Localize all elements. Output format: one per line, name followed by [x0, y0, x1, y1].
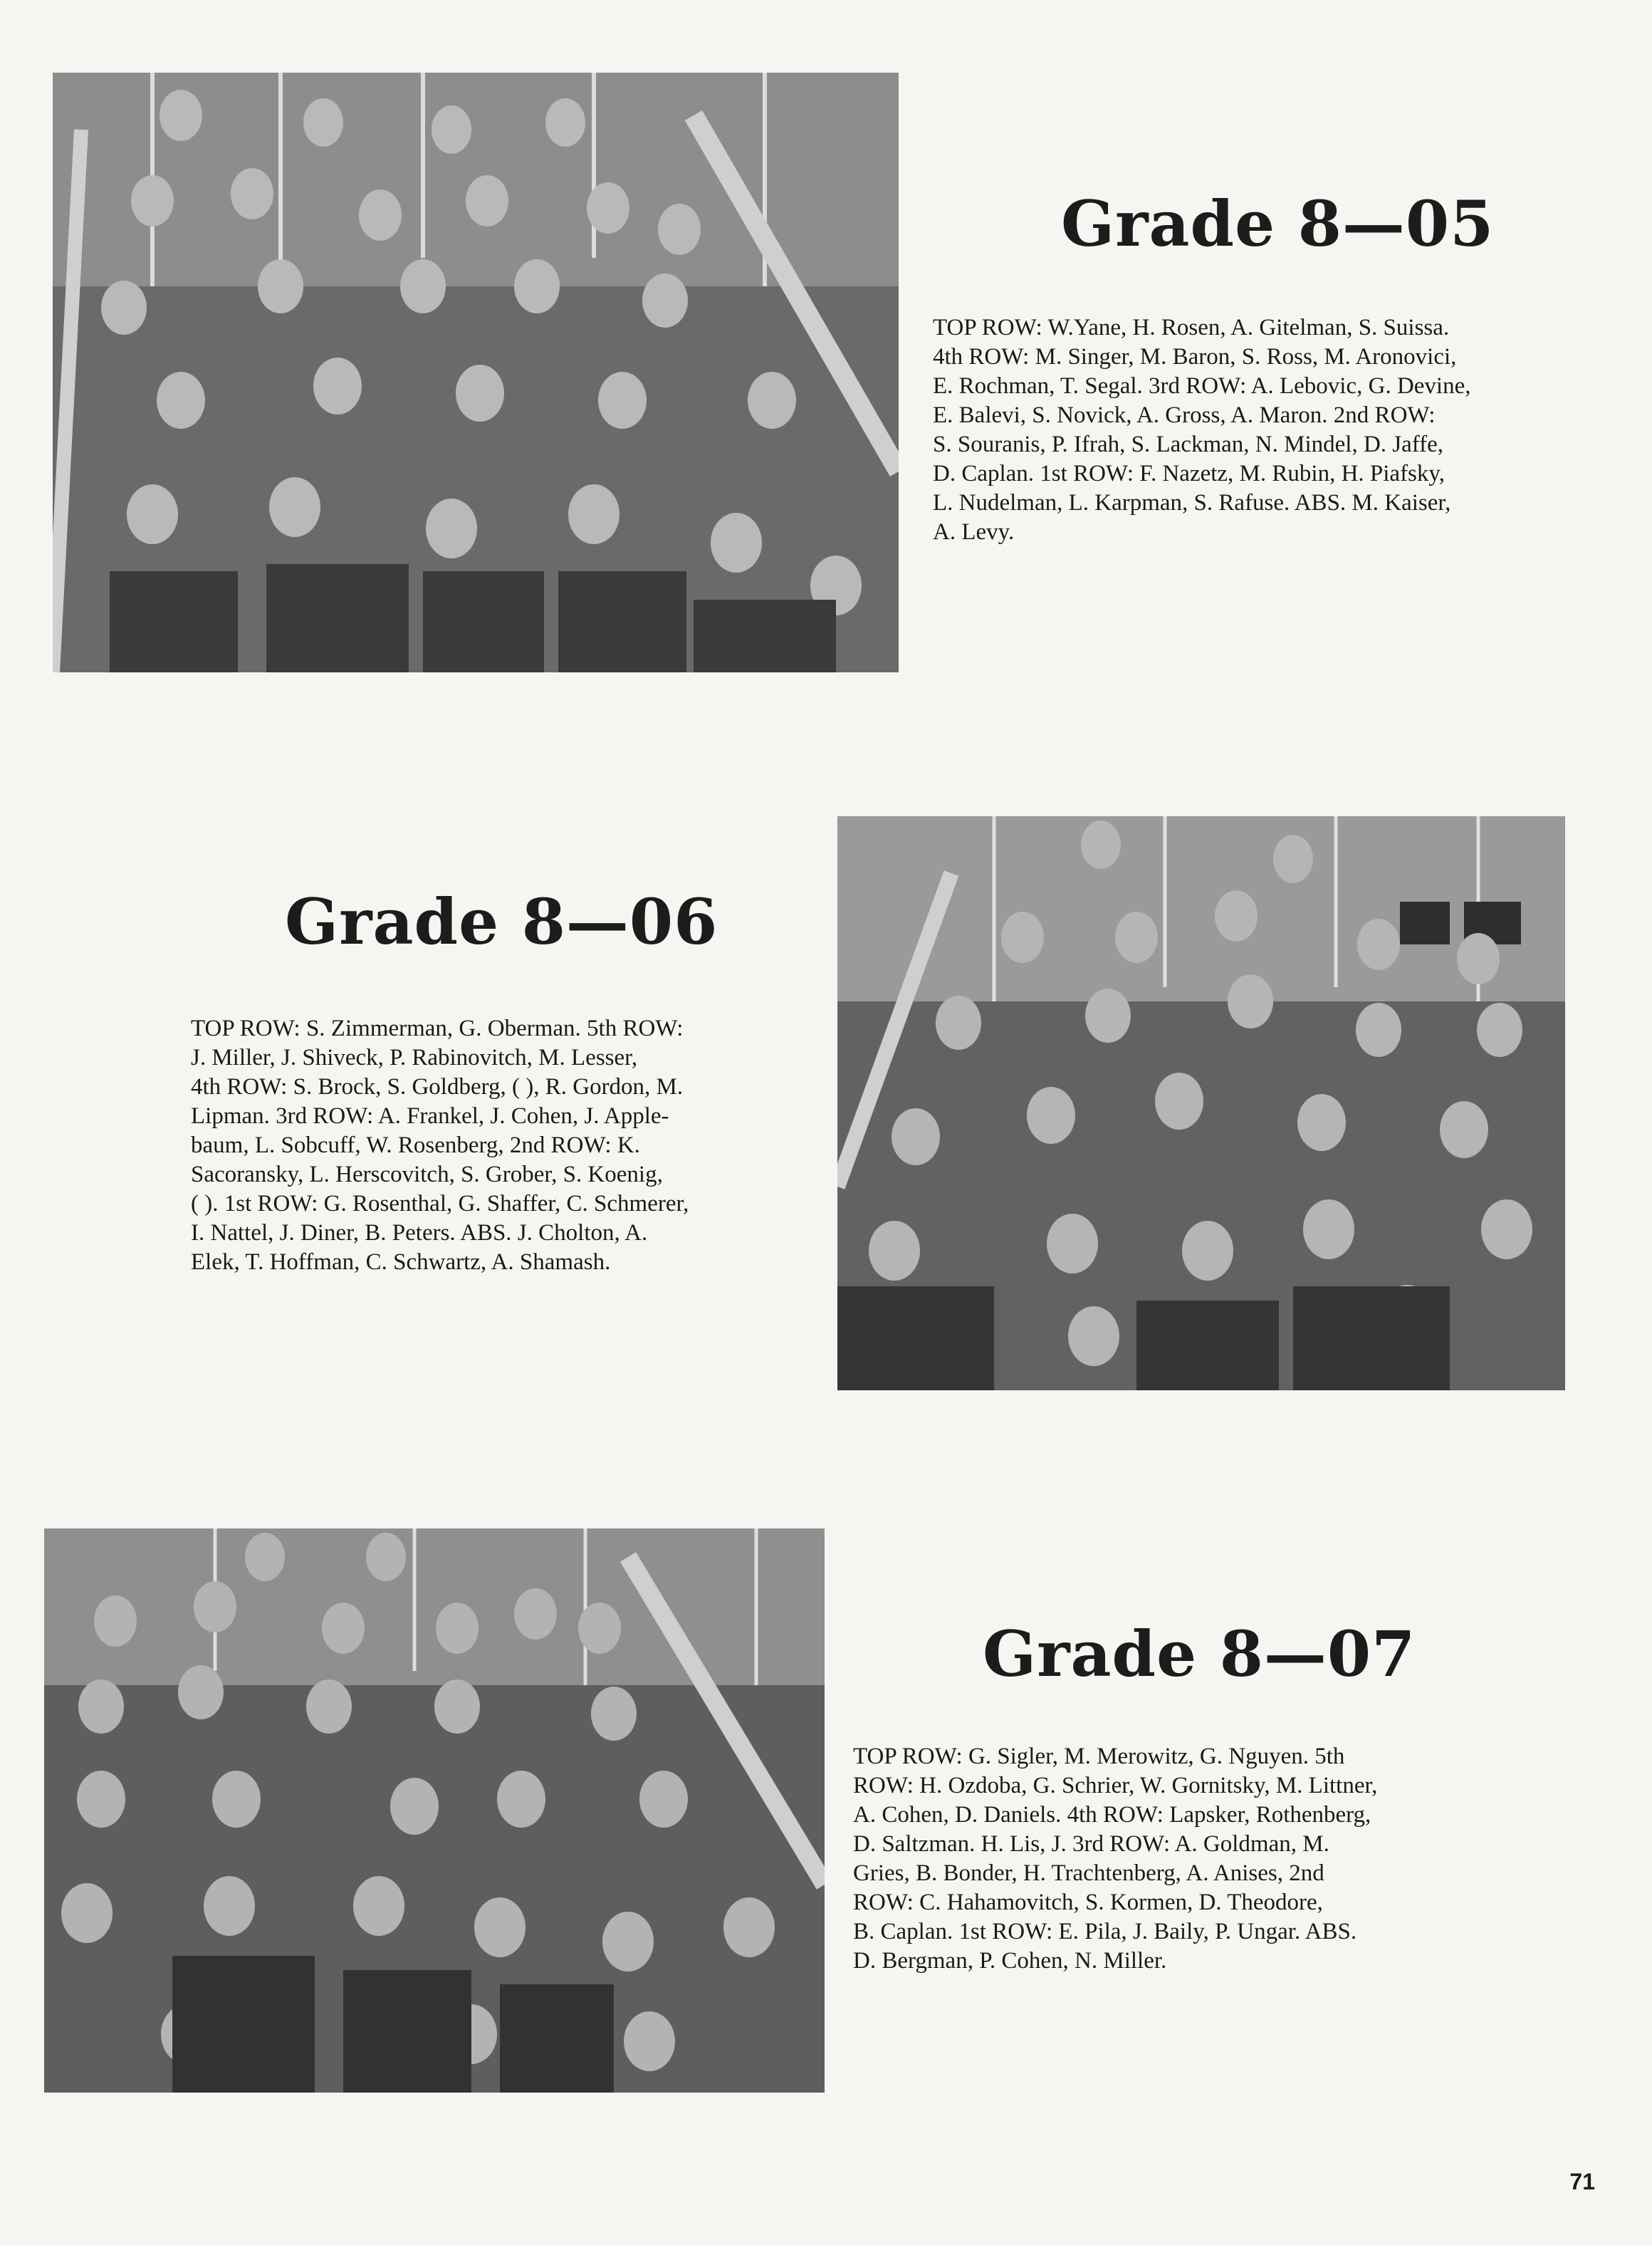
caption-line: 4th ROW: S. Brock, S. Goldberg, ( ), R. Gordon, M.: [191, 1074, 684, 1100]
caption-line: B. Caplan. 1st ROW: E. Pila, J. Baily, P. Ungar. ABS.: [853, 1919, 1357, 1944]
caption-line: ( ). 1st ROW: G. Rosenthal, G. Shaffer, C. Schmerer,: [191, 1191, 689, 1217]
caption-line: E. Balevi, S. Novick, A. Gross, A. Maron. 2nd ROW:: [933, 402, 1436, 428]
class-photo-8-05: [53, 73, 899, 672]
section-caption: [853, 1742, 1551, 1976]
caption-line: TOP ROW: G. Sigler, M. Merowitz, G. Nguyen. 5th: [853, 1744, 1345, 1769]
caption-line: Gries, B. Bonder, H. Trachtenberg, A. Anises, 2nd: [853, 1860, 1324, 1886]
caption-line: A. Levy.: [933, 519, 1015, 545]
caption-line: ROW: C. Hahamovitch, S. Kormen, D. Theodore,: [853, 1890, 1323, 1915]
caption-line: D. Saltzman. H. Lis, J. 3rd ROW: A. Goldman, M.: [853, 1831, 1329, 1857]
caption-line: Sacoransky, L. Herscovitch, S. Grober, S. Koenig,: [191, 1162, 663, 1187]
caption-line: 4th ROW: M. Singer, M. Baron, S. Ross, M. Aronovici,: [933, 344, 1457, 370]
caption-line: I. Nattel, J. Diner, B. Peters. ABS. J. Cholton, A.: [191, 1220, 648, 1246]
caption-line: L. Nudelman, L. Karpman, S. Rafuse. ABS. M. Kaiser,: [933, 490, 1451, 516]
section-heading: Grade 8—07: [983, 1617, 1416, 1691]
caption-line: D. Caplan. 1st ROW: F. Nazetz, M. Rubin, H. Piafsky,: [933, 461, 1446, 486]
caption-line: TOP ROW: W.Yane, H. Rosen, A. Gitelman, S. Suissa.: [933, 315, 1450, 340]
caption-line: E. Rochman, T. Segal. 3rd ROW: A. Lebovic, G. Devine,: [933, 373, 1471, 399]
caption-line: baum, L. Sobcuff, W. Rosenberg, 2nd ROW: K.: [191, 1132, 640, 1158]
caption-line: S. Souranis, P. Ifrah, S. Lackman, N. Mindel, D. Jaffe,: [933, 432, 1444, 457]
page-number: 71: [1569, 2169, 1595, 2194]
section-heading: Grade 8—06: [285, 885, 718, 959]
caption-line: ROW: H. Ozdoba, G. Schrier, W. Gornitsky, M. Littner,: [853, 1773, 1378, 1798]
section-caption: [933, 313, 1616, 547]
class-photo-8-07: [44, 1528, 825, 2093]
class-photo-8-06: [837, 816, 1565, 1390]
section-caption: [191, 1014, 832, 1277]
caption-line: D. Bergman, P. Cohen, N. Miller.: [853, 1948, 1167, 1974]
section-heading: Grade 8—05: [1061, 187, 1495, 261]
caption-line: TOP ROW: S. Zimmerman, G. Oberman. 5th ROW:: [191, 1016, 684, 1041]
caption-line: Lipman. 3rd ROW: A. Frankel, J. Cohen, J. Apple-: [191, 1103, 669, 1129]
caption-line: J. Miller, J. Shiveck, P. Rabinovitch, M. Lesser,: [191, 1045, 638, 1071]
caption-line: Elek, T. Hoffman, C. Schwartz, A. Shamash.: [191, 1249, 611, 1275]
caption-line: A. Cohen, D. Daniels. 4th ROW: Lapsker, Rothenberg,: [853, 1802, 1371, 1828]
